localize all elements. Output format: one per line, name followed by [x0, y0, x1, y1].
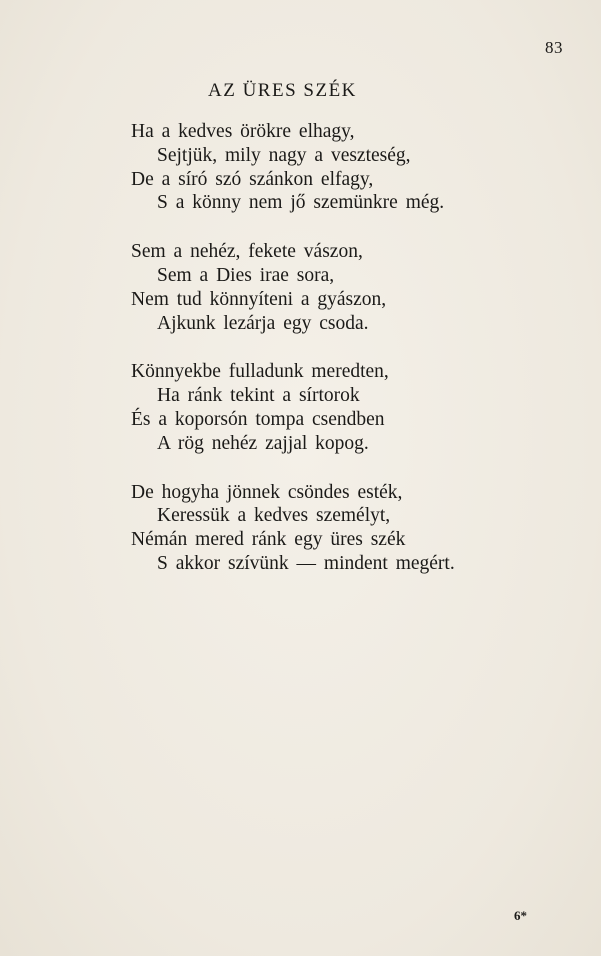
poem-line: Nem tud könnyíteni a gyászon,	[131, 288, 387, 310]
stanza-3	[131, 360, 571, 455]
poem-line: Ha ránk tekint a sírtorok	[157, 385, 360, 407]
stanza-1	[131, 120, 571, 215]
printer-signature-mark: 6*	[514, 908, 527, 923]
poem-line: S a könny nem jő szemünkre még.	[157, 192, 445, 214]
poem-line: De a síró szó szánkon elfagy,	[131, 168, 374, 190]
poem-body	[131, 120, 571, 601]
poem-line: De hogyha jönnek csöndes esték,	[131, 481, 403, 503]
poem-line: Sem a nehéz, fekete vászon,	[131, 241, 363, 263]
poem-line: S akkor szívünk — mindent megért.	[157, 552, 455, 574]
poem-line: Sem a Dies irae sora,	[157, 264, 335, 286]
poem-line: Könnyekbe fulladunk meredten,	[131, 361, 389, 383]
poem-line: Némán mered ránk egy üres szék	[131, 529, 406, 551]
poem-line: Keressük a kedves személyt,	[157, 505, 391, 527]
poem-line: És a koporsón tompa csendben	[131, 408, 385, 430]
stanza-2	[131, 240, 571, 335]
poem-line: Ajkunk lezárja egy csoda.	[157, 312, 369, 334]
poem-line: Sejtjük, mily nagy a veszteség,	[157, 144, 411, 166]
poem-line: Ha a kedves örökre elhagy,	[131, 121, 355, 142]
poem-line: A rög nehéz zajjal kopog.	[157, 432, 369, 454]
poem-title: AZ ÜRES SZÉK	[208, 80, 357, 101]
page-number: 83	[545, 38, 563, 57]
stanza-4	[131, 481, 571, 576]
